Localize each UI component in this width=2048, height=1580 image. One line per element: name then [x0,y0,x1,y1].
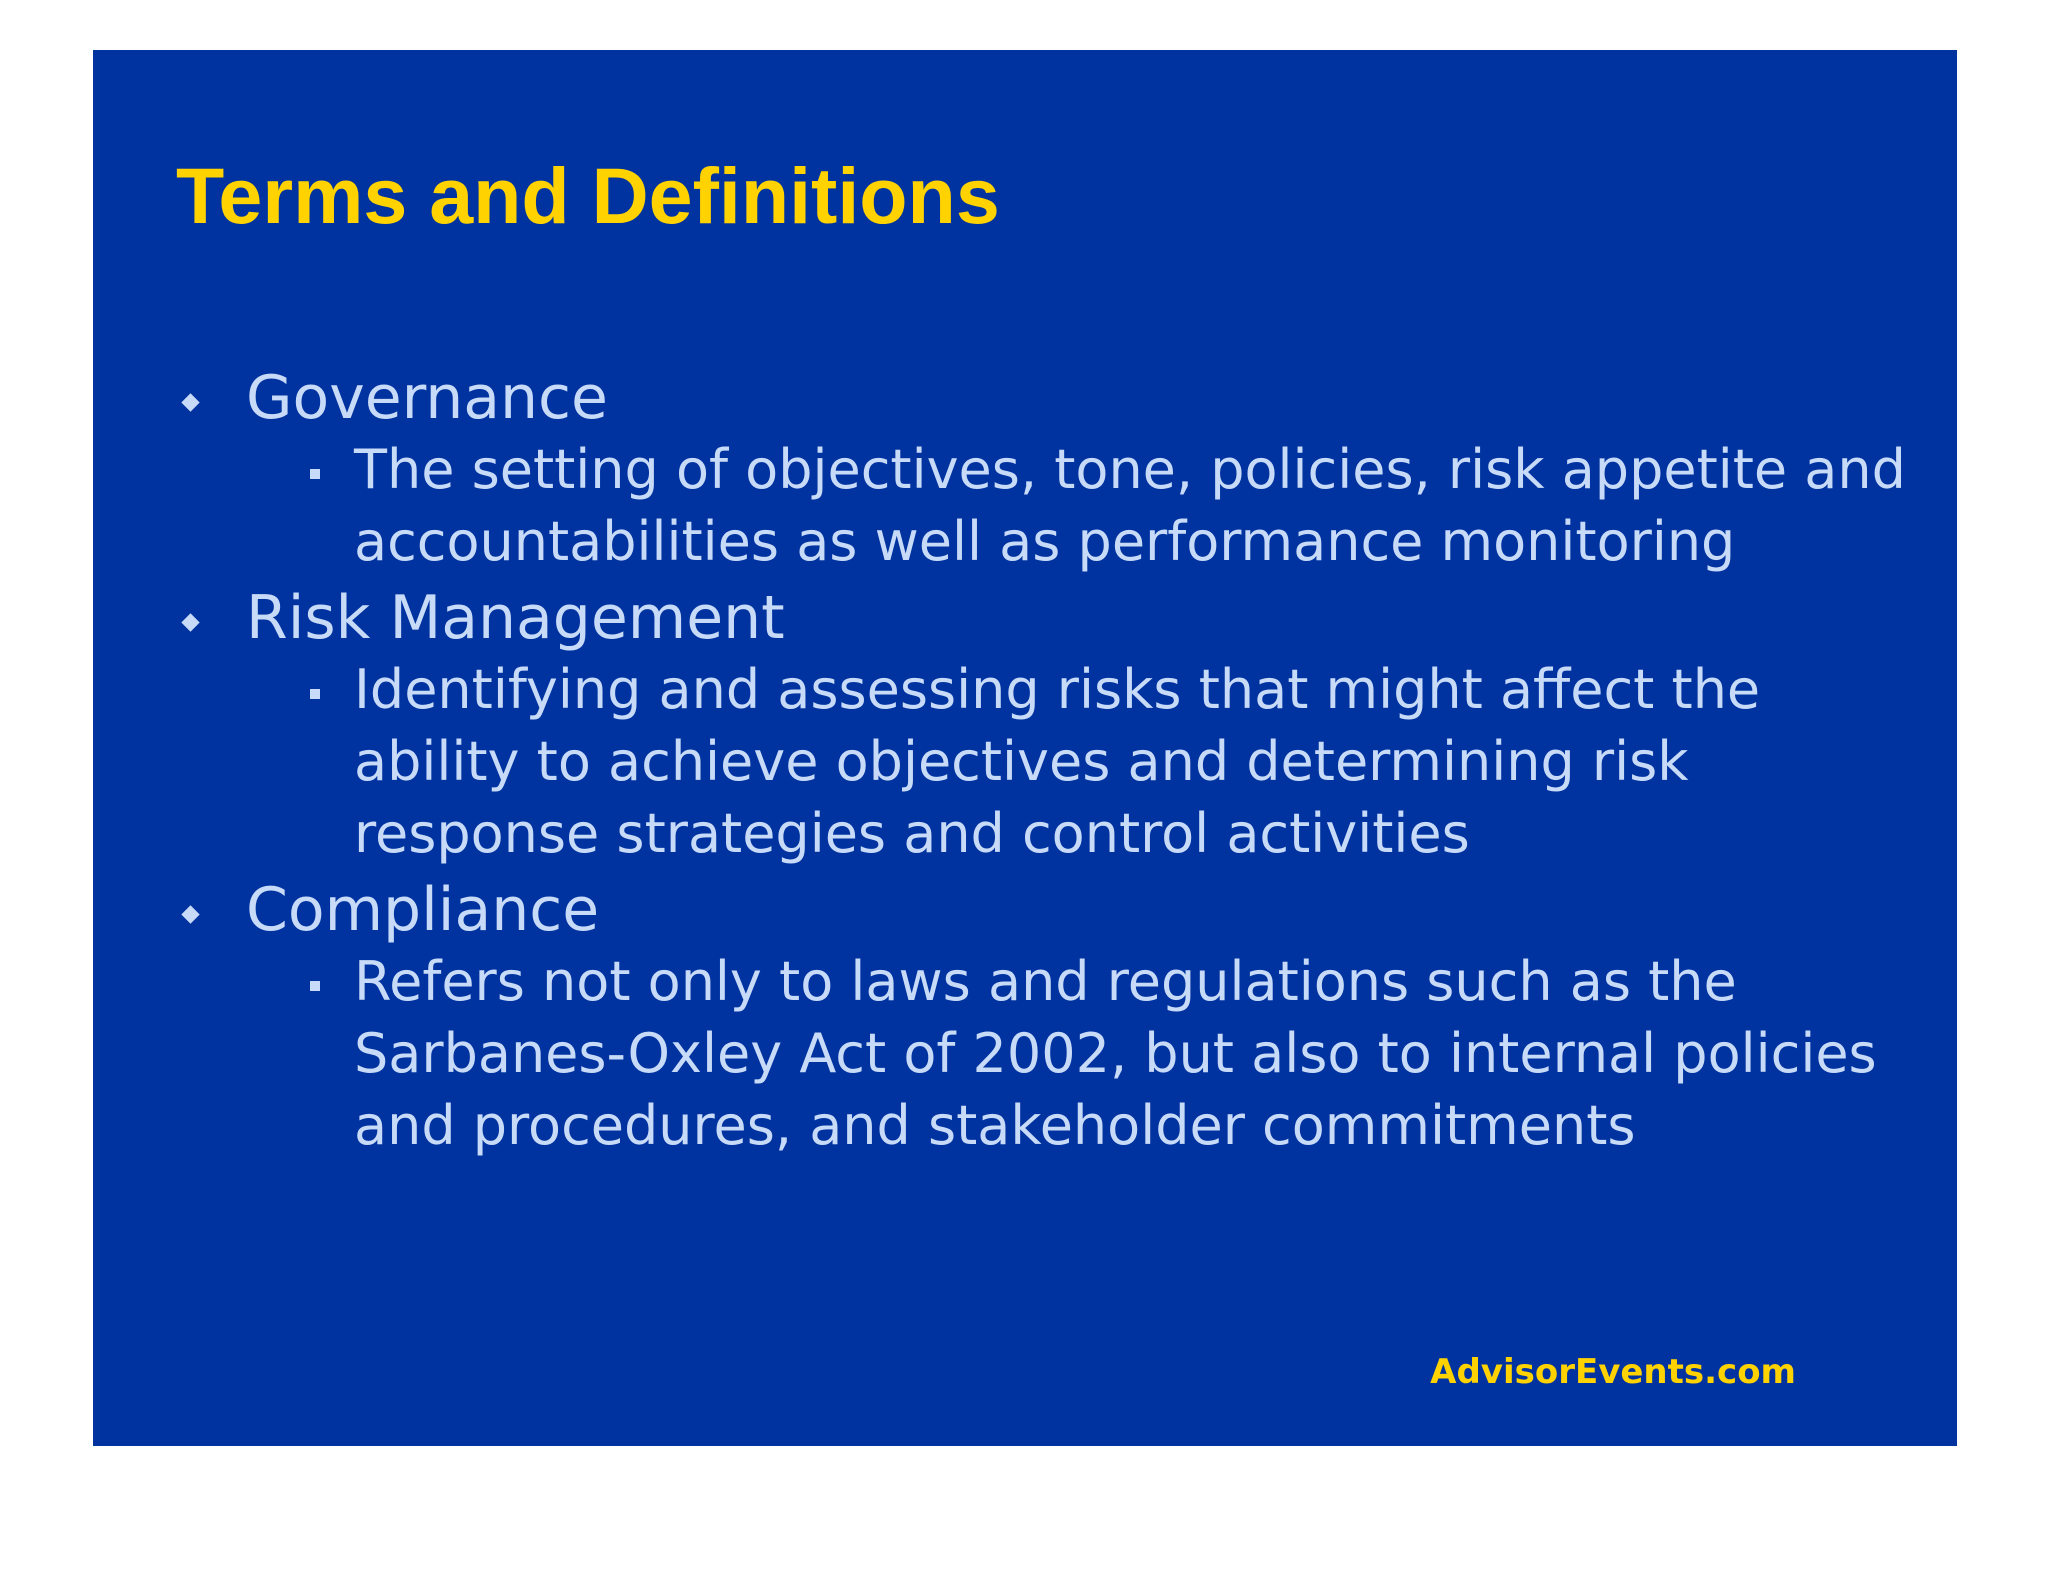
sub-list [246,434,1916,578]
term-label: Risk Management [246,583,785,653]
term-label: Compliance [246,875,600,945]
bullet-list [176,358,1916,1162]
definition-text: The setting of objectives, tone, policies, risk appetite and accountabilities as well as performance monitoring [354,438,1906,573]
definition-item [246,434,1916,578]
definition-item [246,946,1916,1162]
slide-title: Terms and Definitions [176,151,1000,240]
definition-text: Identifying and assessing risks that might affect the ability to achieve objectives and determining risk response strategies and control activities [354,658,1761,865]
definition-text: Refers not only to laws and regulations such as the Sarbanes-Oxley Act of 2002, but also to internal policies and procedures, and stakeholder commitments [354,950,1877,1157]
diamond-bullet-icon [181,905,199,923]
square-bullet-icon [310,689,320,699]
list-item-governance [176,358,1916,578]
term-label: Governance [246,363,608,433]
square-bullet-icon [310,469,320,479]
sub-list [246,946,1916,1162]
sub-list [246,654,1916,870]
diamond-bullet-icon [181,393,199,411]
square-bullet-icon [310,981,320,991]
diamond-bullet-icon [181,613,199,631]
list-item-risk-management [176,578,1916,870]
list-item-compliance [176,870,1916,1162]
footer-website: AdvisorEvents.com [1430,1352,1796,1392]
slide [93,50,1957,1446]
definition-item [246,654,1916,870]
